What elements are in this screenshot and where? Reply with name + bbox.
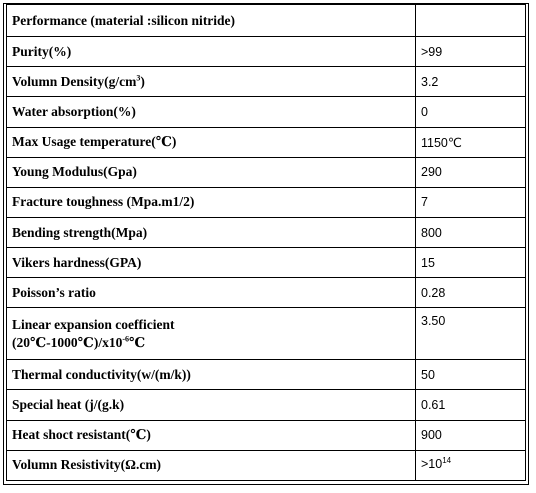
table-header-row — [7, 5, 526, 37]
property-label: Heat shoct resistant(℃) — [7, 420, 416, 450]
properties-table — [6, 4, 526, 481]
property-label: Water absorption(%) — [7, 97, 416, 127]
table-row — [7, 450, 526, 480]
value-text: >10 — [421, 456, 443, 471]
table-row — [7, 390, 526, 420]
table-row — [7, 248, 526, 278]
property-value — [416, 450, 526, 480]
property-value: >99 — [416, 37, 526, 67]
table-row — [7, 217, 526, 247]
property-value: 50 — [416, 360, 526, 390]
table-row — [7, 420, 526, 450]
label-text-after: ) — [140, 73, 145, 89]
table-row — [7, 97, 526, 127]
label-line-2: (20℃-1000℃)/x10 — [12, 334, 123, 350]
property-label: Max Usage temperature(℃) — [7, 127, 416, 157]
property-label: Special heat (j/(g.k) — [7, 390, 416, 420]
property-label — [7, 308, 416, 360]
property-value: 0.28 — [416, 278, 526, 308]
label-line-1: Linear expansion coefficient — [12, 316, 175, 332]
property-value: 3.2 — [416, 67, 526, 97]
property-value: 15 — [416, 248, 526, 278]
property-value: 290 — [416, 157, 526, 187]
table-row — [7, 37, 526, 67]
label-text: Volumn Density(g/cm — [12, 73, 137, 89]
property-label: Volumn Resistivity(Ω.cm) — [7, 450, 416, 480]
label-superscript: -6 — [122, 334, 130, 344]
label-line-2-after: ℃ — [129, 334, 146, 350]
property-label: Purity(%) — [7, 37, 416, 67]
header-value — [416, 5, 526, 37]
property-label — [7, 67, 416, 97]
property-label: Young Modulus(Gpa) — [7, 157, 416, 187]
table-row — [7, 127, 526, 157]
property-value: 1150℃ — [416, 127, 526, 157]
property-value: 3.50 — [416, 308, 526, 360]
table-row — [7, 360, 526, 390]
table-row — [7, 157, 526, 187]
property-value: 900 — [416, 420, 526, 450]
table-row — [7, 278, 526, 308]
table-row — [7, 308, 526, 360]
property-label: Bending strength(Mpa) — [7, 217, 416, 247]
table-row — [7, 67, 526, 97]
property-value: 0.61 — [416, 390, 526, 420]
property-label: Thermal conductivity(w/(m/k)) — [7, 360, 416, 390]
header-label: Performance (material :silicon nitride) — [7, 5, 416, 37]
property-label: Poisson’s ratio — [7, 278, 416, 308]
property-label: Fracture toughness (Mpa.m1/2) — [7, 187, 416, 217]
table-row — [7, 187, 526, 217]
value-superscript: 14 — [442, 455, 452, 465]
label-superscript: 3 — [136, 73, 141, 83]
property-label: Vikers hardness(GPA) — [7, 248, 416, 278]
property-value: 0 — [416, 97, 526, 127]
property-value: 800 — [416, 217, 526, 247]
property-value: 7 — [416, 187, 526, 217]
